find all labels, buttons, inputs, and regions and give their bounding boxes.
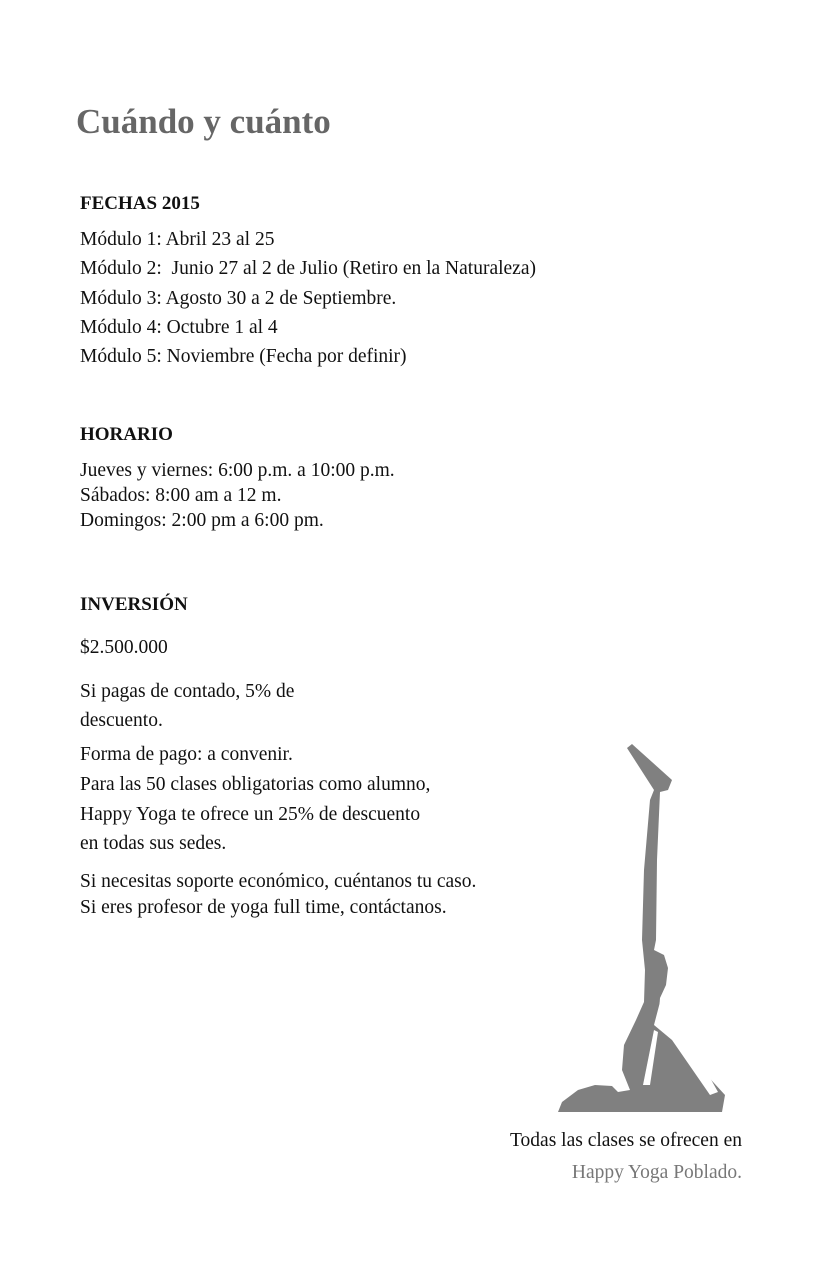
horario-item: Jueves y viernes: 6:00 p.m. a 10:00 p.m. <box>80 460 395 481</box>
fecha-item: Módulo 2: Junio 27 al 2 de Julio (Retiro en la Naturaleza) <box>80 258 536 279</box>
inversion-line: en todas sus sedes. <box>80 833 227 854</box>
inversion-line: Si pagas de contado, 5% de <box>80 681 295 702</box>
footer-location: Happy Yoga Poblado. <box>571 1162 742 1183</box>
inversion-line: Happy Yoga te ofrece un 25% de descuento <box>80 804 421 825</box>
page-title: Cuándo y cuánto <box>76 102 331 141</box>
inversion-line: Para las 50 clases obligatorias como alumno, <box>80 774 431 795</box>
inversion-line: Forma de pago: a convenir. <box>80 744 293 765</box>
fechas-heading: FECHAS 2015 <box>80 193 200 214</box>
inversion-heading: INVERSIÓN <box>80 594 188 615</box>
inversion-line: Si eres profesor de yoga full time, contáctanos. <box>80 897 447 918</box>
footer-line: Todas las clases se ofrecen en <box>510 1130 742 1151</box>
horario-item: Sábados: 8:00 am a 12 m. <box>80 485 282 506</box>
horario-heading: HORARIO <box>80 424 173 445</box>
fecha-item: Módulo 1: Abril 23 al 25 <box>80 229 275 250</box>
horario-item: Domingos: 2:00 pm a 6:00 pm. <box>80 510 324 531</box>
price: $2.500.000 <box>80 637 168 658</box>
fecha-item: Módulo 5: Noviembre (Fecha por definir) <box>80 346 407 367</box>
yoga-headstand-figure <box>550 740 740 1120</box>
inversion-line: descuento. <box>80 710 163 731</box>
inversion-line: Si necesitas soporte económico, cuéntanos tu caso. <box>80 871 477 892</box>
fecha-item: Módulo 3: Agosto 30 a 2 de Septiembre. <box>80 288 397 309</box>
fecha-item: Módulo 4: Octubre 1 al 4 <box>80 317 278 338</box>
